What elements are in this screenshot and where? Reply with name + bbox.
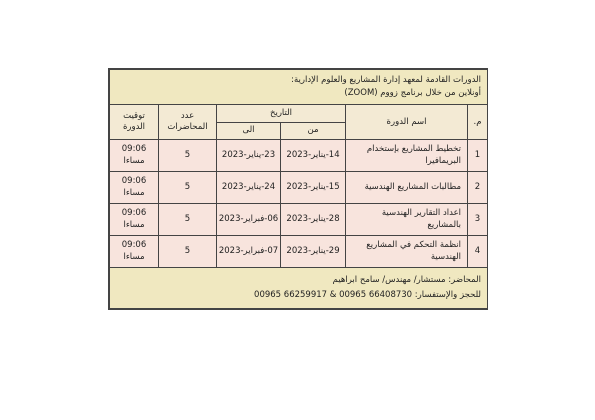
to-date: 07-فبراير-2023 bbox=[217, 236, 281, 268]
col-from-header: من bbox=[281, 122, 346, 140]
table-row bbox=[110, 140, 488, 172]
col-to-header: الى bbox=[217, 122, 281, 140]
course-name: انظمة التحكم في المشاريع الهندسية bbox=[346, 236, 468, 268]
time-period: مساءا bbox=[123, 155, 145, 166]
time-value: 09:06 bbox=[121, 240, 147, 251]
footer-cell bbox=[110, 268, 488, 309]
title-cell bbox=[110, 70, 488, 105]
header-line-1: الدورات القادمة لمعهد إدارة المشاريع والعلوم الإدارية: bbox=[291, 75, 482, 85]
lectures-header-line-1: عدد bbox=[180, 110, 195, 121]
time-header-line-1: توقيت bbox=[123, 110, 145, 121]
contact-line bbox=[116, 288, 481, 303]
to-date: 24-يناير-2023 bbox=[217, 172, 281, 204]
time-value: 09:06 bbox=[121, 176, 147, 187]
time-value: 09:06 bbox=[121, 144, 147, 155]
to-date: 06-فبراير-2023 bbox=[217, 204, 281, 236]
contact-numbers: 00965 66259917 & 00965 66408730 bbox=[254, 290, 413, 301]
col-num-header: م. bbox=[468, 105, 488, 140]
from-date: 29-يناير-2023 bbox=[281, 236, 346, 268]
from-date: 15-يناير-2023 bbox=[281, 172, 346, 204]
from-date: 14-يناير-2023 bbox=[281, 140, 346, 172]
col-date-header: التاريخ bbox=[217, 105, 346, 123]
col-time-header bbox=[110, 105, 159, 140]
column-header-row bbox=[110, 105, 488, 123]
lecture-count: 5 bbox=[159, 236, 217, 268]
title-row bbox=[110, 70, 488, 105]
header-line-2: أونلاين من خلال برنامج زووم (ZOOM) bbox=[344, 88, 482, 99]
lecture-count: 5 bbox=[159, 204, 217, 236]
course-name: اعداد التقارير الهندسية بالمشاريع bbox=[346, 204, 468, 236]
time-period: مساءا bbox=[123, 219, 145, 230]
col-lectures-header bbox=[159, 105, 217, 140]
footer-row bbox=[110, 268, 488, 309]
table-row bbox=[110, 172, 488, 204]
row-number: 3 bbox=[468, 204, 488, 236]
to-date: 23-يناير-2023 bbox=[217, 140, 281, 172]
row-number: 1 bbox=[468, 140, 488, 172]
lecture-count: 5 bbox=[159, 140, 217, 172]
course-time bbox=[110, 236, 159, 268]
time-value: 09:06 bbox=[121, 208, 147, 219]
contact-label: للحجز والإستفسار: bbox=[414, 290, 482, 301]
lectures-header-line-2: المحاضرات bbox=[167, 122, 208, 133]
table-row bbox=[110, 236, 488, 268]
course-time bbox=[110, 204, 159, 236]
lecturer-line: المحاضر: مستشار/ مهندس/ سامح ابراهيم bbox=[332, 275, 482, 286]
course-name: تخطيط المشاريع بإستخدام البريمافيرا bbox=[346, 140, 468, 172]
course-name: مطالبات المشاريع الهندسية bbox=[346, 172, 468, 204]
row-number: 2 bbox=[468, 172, 488, 204]
row-number: 4 bbox=[468, 236, 488, 268]
time-period: مساءا bbox=[123, 187, 145, 198]
schedule-grid bbox=[109, 69, 488, 309]
lecture-count: 5 bbox=[159, 172, 217, 204]
course-time bbox=[110, 172, 159, 204]
course-schedule-table bbox=[108, 68, 488, 310]
table-row bbox=[110, 204, 488, 236]
col-course-header: اسم الدورة bbox=[346, 105, 468, 140]
course-time bbox=[110, 140, 159, 172]
time-header-line-2: الدورة bbox=[122, 122, 146, 133]
from-date: 28-يناير-2023 bbox=[281, 204, 346, 236]
time-period: مساءا bbox=[123, 251, 145, 262]
